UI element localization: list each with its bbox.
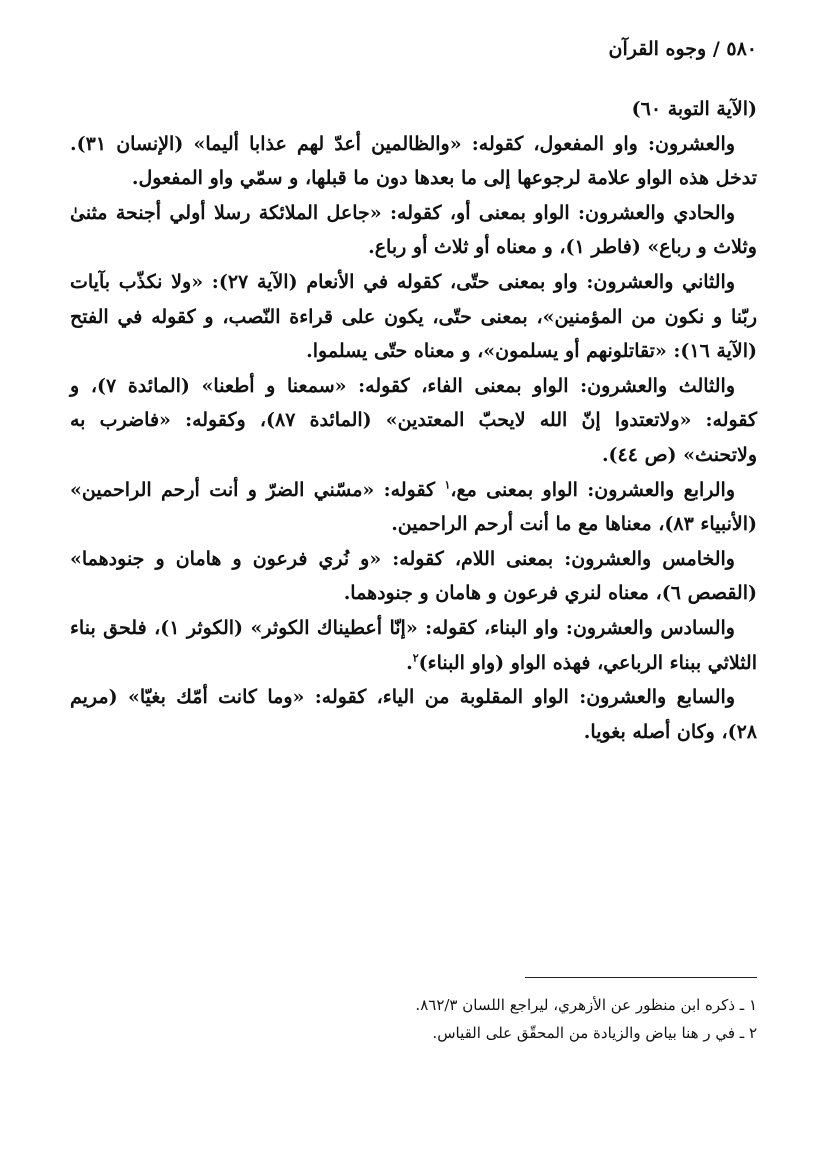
paragraph-20: والعشرون: واو المفعول، كقوله: «والظالمين أعدّ لهم عذابا أليما» (الإنسان ٣١). تدخل هذه الواو علامة لرجوعها إلى ما بعدها دون ما قبلها، و سمّي واو المفعول. xyxy=(70,132,757,190)
document-page xyxy=(70,0,757,1165)
paragraph-22: والثاني والعشرون: واو بمعنى حتّى، كقوله في الأنعام (الآية ٢٧): «ولا نكذّب بآيات ربّنا و نكون من المؤمنين»، بمعنى حتّى، يكون على قراءة النّصب، و كقوله في الفتح (الآية ١٦): «تقاتلونهم أو يسلمون»، و معناه حتّى يسلموا. xyxy=(70,270,757,363)
footnote-marker-1: ١ xyxy=(444,478,451,492)
footnote-2: ٢ ـ في ر هنا بياض والزيادة من المحقّق على القياس. xyxy=(432,1024,757,1042)
footnotes xyxy=(70,991,757,1047)
paragraph-24-text-a: والرابع والعشرون: الواو بمعنى مع، xyxy=(450,478,735,501)
paragraph-27: والسابع والعشرون: الواو المقلوبة من الياء، كقوله: «وما كانت أمّك بغيّا» (مريم ٢٨)، وكان أصله بغويا. xyxy=(70,686,757,743)
paragraph-26 xyxy=(70,611,757,680)
footnote-1: ١ ـ ذكره ابن منظور عن الأزهري، ليراجع اللسان ٨٦٢/٣. xyxy=(415,996,757,1014)
paragraph-24-text-b: كقوله: «مسّني الضرّ و أنت أرحم الراحمين» (الأنبياء ٨٣)، معناها مع ما أنت أرحم الراحمين. xyxy=(70,478,757,536)
footnote-marker-2: ٢ xyxy=(412,651,419,665)
paragraph-25: والخامس والعشرون: بمعنى اللام، كقوله: «و نُري فرعون و هامان و جنودهما» (القصص ٦)، معناه لنري فرعون و هامان و جنودهما. xyxy=(70,547,757,605)
paragraph-26-text-a: والسادس والعشرون: واو البناء، كقوله: «إنّا أعطيناك الكوثر» (الكوثر ١)، فلحق بناء الثلاثي ببناء الرباعي، فهذه الواو (واو البناء) xyxy=(70,616,757,674)
paragraph-ayah-ref: (الآية التوبة ٦٠) xyxy=(631,98,757,120)
paragraph-24 xyxy=(70,473,757,542)
body-text xyxy=(70,92,757,749)
running-head: ٥٨٠ / وجوه القرآن xyxy=(608,38,757,60)
paragraph-23: والثالث والعشرون: الواو بمعنى الفاء، كقوله: «سمعنا و أطعنا» (المائدة ٧)، و كقوله: «ولاتعتدوا إنّ الله لايحبّ المعتدين» (المائدة ٨٧)، وكقوله: «فاضرب به ولاتحنث» (ص ٤٤). xyxy=(70,374,758,466)
footnote-separator xyxy=(525,977,757,978)
paragraph-26-text-b: . xyxy=(406,651,413,674)
paragraph-21: والحادي والعشرون: الواو بمعنى أو، كقوله: «جاعل الملائكة رسلا أولي أجنحة مثنىٰ وثلاث و رباع» (فاطر ١)، و معناه أو ثلاث أو رباع. xyxy=(70,201,757,259)
